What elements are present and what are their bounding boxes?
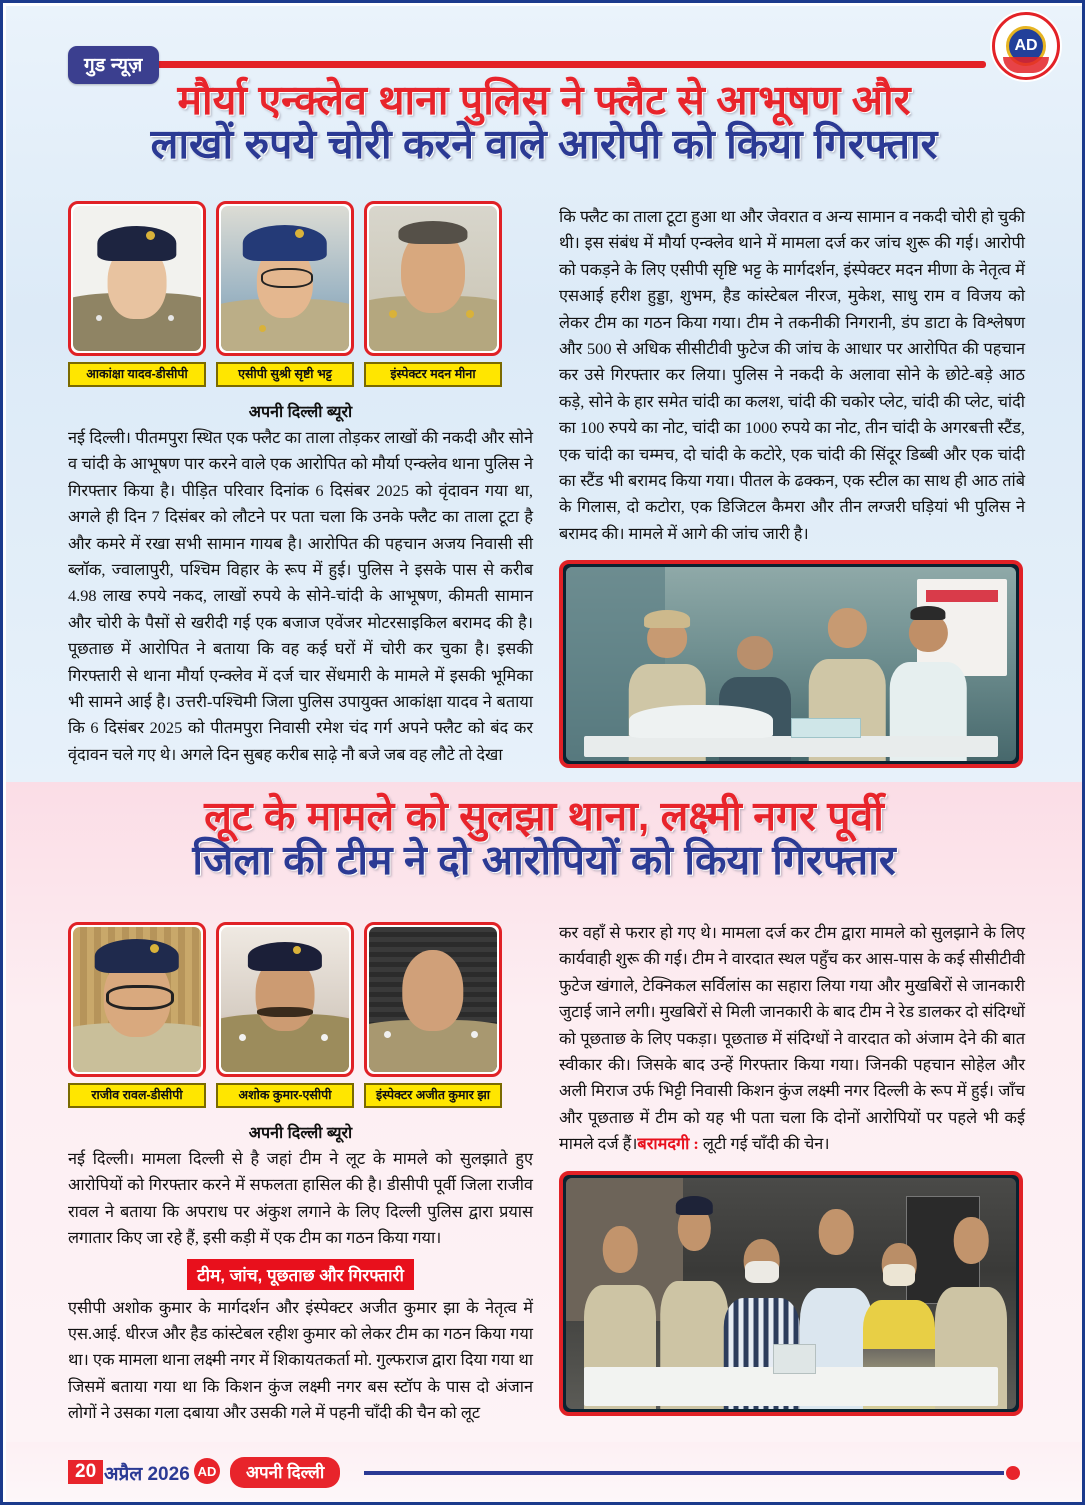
top-header-bar — [6, 24, 1082, 76]
article-1-headline — [36, 78, 1052, 167]
article-2-portrait-row — [68, 922, 533, 1108]
article-2-left-text-2: एसीपी अशोक कुमार के मार्गदर्शन और इंस्पेक्टर अजीत कुमार झा के नेतृत्व में एस.आई. धीरज और हैड कांस्टेबल रहीश कुमार को लेकर टीम का गठन किया गया था। एक मामला थाना लक्ष्मी नगर में शिकायतकर्ता मो. गुल्फराज द्वारा दिया गया था जिसमें बताया गया था कि किशन कुंज लक्ष्मी नगर बस स्टॉप के पास दो अंजान लोगों ने उसका गला दबाया और उसकी गले में पहनी चाँदी की चैन को लूट — [68, 1297, 533, 1423]
article-2-headline-line-1: लूट के मामले को सुलझा थाना, लक्ष्मी नगर पूर्वी — [204, 793, 884, 839]
article-2-left-text-1: नई दिल्ली। मामला दिल्ली से है जहां टीम ने लूट के मामले को सुलझाते हुए आरोपियों को गिरफ्तार करने में सफलता हासिल की है। डीसीपी पूर्वी जिला राजीव रावल ने बताया कि अपराध पर अंकुश लगाने के लिए दिल्ली पुलिस द्वारा प्रयास लगातार किए जा रहे हैं, इसी कड़ी में एक टीम का गठन किया गया। — [68, 1149, 533, 1248]
portrait-frame-2 — [216, 201, 354, 356]
portrait-photo-ashok-kumar — [221, 927, 349, 1072]
article-2-left-column-part-2 — [68, 1295, 533, 1427]
portrait-photo-ajeet-kumar-jha — [369, 927, 497, 1072]
article-1-photo-image — [566, 567, 1016, 761]
article-2-headline — [36, 794, 1052, 883]
publication-date: अप्रैल 2026 — [104, 1464, 190, 1485]
portrait-frame-5 — [216, 922, 354, 1077]
article-section-2 — [6, 782, 1082, 1442]
portrait-card-5 — [216, 922, 354, 1108]
article-section-1 — [6, 6, 1082, 782]
portrait-caption-4: राजीव रावल-डीसीपी — [68, 1083, 206, 1108]
emblem-monogram: AD — [1006, 26, 1046, 66]
good-news-badge: गुड न्यूज़ — [68, 46, 159, 84]
evidence-container — [773, 1344, 816, 1374]
article-2-subheading: टीम, जांच, पूछताछ और गिरफ्तारी — [187, 1259, 414, 1290]
portrait-photo-rajeev-rawal — [73, 927, 201, 1072]
portrait-photo-madan-meena — [369, 206, 497, 351]
portrait-frame-1 — [68, 201, 206, 356]
publication-name: अपनी दिल्ली — [230, 1457, 340, 1488]
footer-end-dot — [1006, 1466, 1020, 1480]
article-1-photo — [559, 560, 1023, 768]
article-2-left-column-part-1 — [68, 1146, 533, 1252]
footer-rule — [364, 1471, 1004, 1475]
portrait-caption-5: अशोक कुमार-एसीपी — [216, 1083, 354, 1108]
portrait-frame-3 — [364, 201, 502, 356]
apni-dilli-emblem-icon — [992, 12, 1060, 80]
article-1-headline-line-2: लाखों रुपये चोरी करने वाले आरोपी को किया गिरफ्तार — [150, 121, 938, 168]
article-1-right-text: कि फ्लैट का ताला टूटा हुआ था और जेवरात व अन्य सामान व नकदी चोरी हो चुकी थी। इस संबंध में मौर्या एन्क्लेव थाने में मामला दर्ज कर जांच शुरू की गई। आरोपी को पकड़ने के लिए एसीपी सृष्टि भट्ट के मार्गदर्शन, इंस्पेक्टर मदन मीणा के नेतृत्व में एसआई हरीश हुड्डा, शुभम, हैड कांस्टेबल नीरज, मुकेश, साधु राम व विजय को लेकर टीम का गठन किया गया। टीम ने तकनीकी निगरानी, डंप डाटा के विश्लेषण और 500 से अधिक सीसीटीवी फुटेज की जांच के आधार पर आरोपित की पहचान कर उसे गिरफ्तार कर लिया। पुलिस ने नकदी के अलावा सोने के छोटे-बड़े आठ कड़े, सोने के हार समेत चांदी का कलश, चांदी की चकोर प्लेट, चांदी की प्लेट, चांदी का 100 रुपये का नोट, चांदी का 1000 रुपये का नोट, तीन चांदी के अगरबत्ती स्टैंड, एक चांदी का चम्मच, दो चांदी के कटोरे, एक चांदी की सिंदूर डिब्बी और एक चांदी का स्टैंड भी बरामद किया गया। पीतल के ढक्कन, एक स्टील का साथ ही आठ तांबे के गिलास, दो कटोरा, एक डिजिटल कैमरा और तीन लग्जरी घड़ियां भी पुलिस ने बरामद की। मामले में आगे की जांच जारी है। — [559, 207, 1025, 543]
article-1-portrait-row — [68, 201, 533, 387]
recovery-label: बरामदगी : — [637, 1134, 699, 1154]
header-rule — [156, 61, 986, 68]
article-2-right-column — [559, 920, 1025, 1158]
evidence-bag — [629, 705, 773, 738]
portrait-photo-akanksha-yadav — [73, 206, 201, 351]
article-2-subheading-wrap — [68, 1259, 533, 1290]
article-2-photo — [559, 1171, 1023, 1416]
article-2-byline: अपनी दिल्ली ब्यूरो — [248, 1125, 353, 1142]
portrait-card-3 — [364, 201, 502, 387]
portrait-caption-1: आकांक्षा यादव-डीसीपी — [68, 362, 206, 387]
portrait-caption-3: इंस्पेक्टर मदन मीना — [364, 362, 502, 387]
portrait-caption-6: इंस्पेक्टर अजीत कुमार झा — [364, 1083, 502, 1108]
evidence-box — [791, 718, 861, 737]
portrait-card-2 — [216, 201, 354, 387]
article-1-right-column — [559, 204, 1025, 547]
article-1-left-text: नई दिल्ली। पीतमपुरा स्थित एक फ्लैट का ताला तोड़कर लाखों की नकदी और सोने व चांदी के आभूषण पार करने वाले एक आरोपित को मौर्या एन्क्लेव थाना पुलिस ने गिरफ्तार किया है। पीड़ित परिवार दिनांक 6 दिसंबर 2025 को वृंदावन गया था, अगले ही दिन 7 दिसंबर को लौटने पर पता चला कि उनके फ्लैट का ताला टूटा है और कमरे में रखा सभी सामान गायब है। आरोपित की पहचान अजय निवासी सी ब्लॉक, ज्वालापुरी, पश्चिम विहार के रूप में हुई। पुलिस ने इसके पास से करीब 4.98 लाख रुपये नकद, लाखों रुपये के सोने-चांदी के आभूषण, कीमती सामान और चोरी के पैसों से खरीदी गई एक बजाज एवेंजर मोटरसाइकिल बरामद की है। पूछताछ में आरोपित ने बताया कि वह कई घरों में चोरी कर चुका है। इसकी गिरफ्तारी से थाना मौर्या एन्क्लेव में दर्ज चार सेंधमारी के मामले में इसकी भूमिका भी सामने आई है। उत्तरी-पश्चिमी जिला पुलिस उपायुक्त आकांक्षा यादव ने बताया कि 6 दिसंबर 2025 को पीतमपुरा निवासी रमेश चंद गर्ग अपने फ्लैट को बंद कर वृंदावन चले गए थे। अगले दिन सुबह करीब साढ़े नौ बजे जब वह लौटे तो देखा — [68, 428, 533, 764]
page-footer — [6, 1442, 1082, 1502]
article-1-byline: अपनी दिल्ली ब्यूरो — [248, 404, 353, 421]
article-2-right-text — [559, 920, 1025, 1158]
portrait-card-1 — [68, 201, 206, 387]
portrait-caption-2: एसीपी सुश्री सृष्टी भट्ट — [216, 362, 354, 387]
article-1-headline-line-1: मौर्या एन्क्लेव थाना पुलिस ने फ्लैट से आभूषण और — [177, 77, 911, 123]
article-2-photo-image — [566, 1178, 1016, 1409]
article-2-right-body: कर वहाँ से फरार हो गए थे। मामला दर्ज कर टीम द्वारा मामले को सुलझाने के लिए कार्यवाही शुरू की गई। टीम ने वारदात स्थल पहुँच कर आस-पास के कई सीसीटीवी फुटेज खंगाले, टेक्निकल सर्विलांस का सहारा लिया गया और मुखबिरों से जानकारी जुटाई जाने लगी। मुखबिरों से मिली जानकारी के बाद टीम ने रेड डालकर दो संदिग्धों को पूछताछ के लिए पकड़ा। पूछताछ में संदिग्धों ने वारदात को अंजाम देने की बात स्वीकार की। जिसके बाद उन्हें गिरफ्तार किया गया। जिनकी पहचान सोहेल और अली मिराज उर्फ भिट्टी निवासी किशन कुंज लक्ष्मी नगर दिल्ली के रूप में हुई। जाँच और पूछताछ में टीम को यह भी पता चला कि दोनों आरोपियों पर पहले भी कई मामले दर्ज हैं। — [559, 923, 1025, 1154]
portrait-photo-srishti-bhatt — [221, 206, 349, 351]
portrait-frame-4 — [68, 922, 206, 1077]
emblem-flame-shape — [1003, 57, 1049, 73]
footer-emblem-icon: AD — [194, 1458, 220, 1484]
article-1-left-column — [68, 425, 533, 768]
portrait-card-6 — [364, 922, 502, 1108]
article-2-headline-line-2: जिला की टीम ने दो आरोपियों को किया गिरफ्तार — [192, 837, 896, 884]
evidence-table — [584, 736, 998, 757]
recovery-text: लूटी गई चाँदी की चेन। — [698, 1134, 830, 1154]
portrait-frame-6 — [364, 922, 502, 1077]
page-number: 20 — [68, 1460, 103, 1484]
portrait-card-4 — [68, 922, 206, 1108]
